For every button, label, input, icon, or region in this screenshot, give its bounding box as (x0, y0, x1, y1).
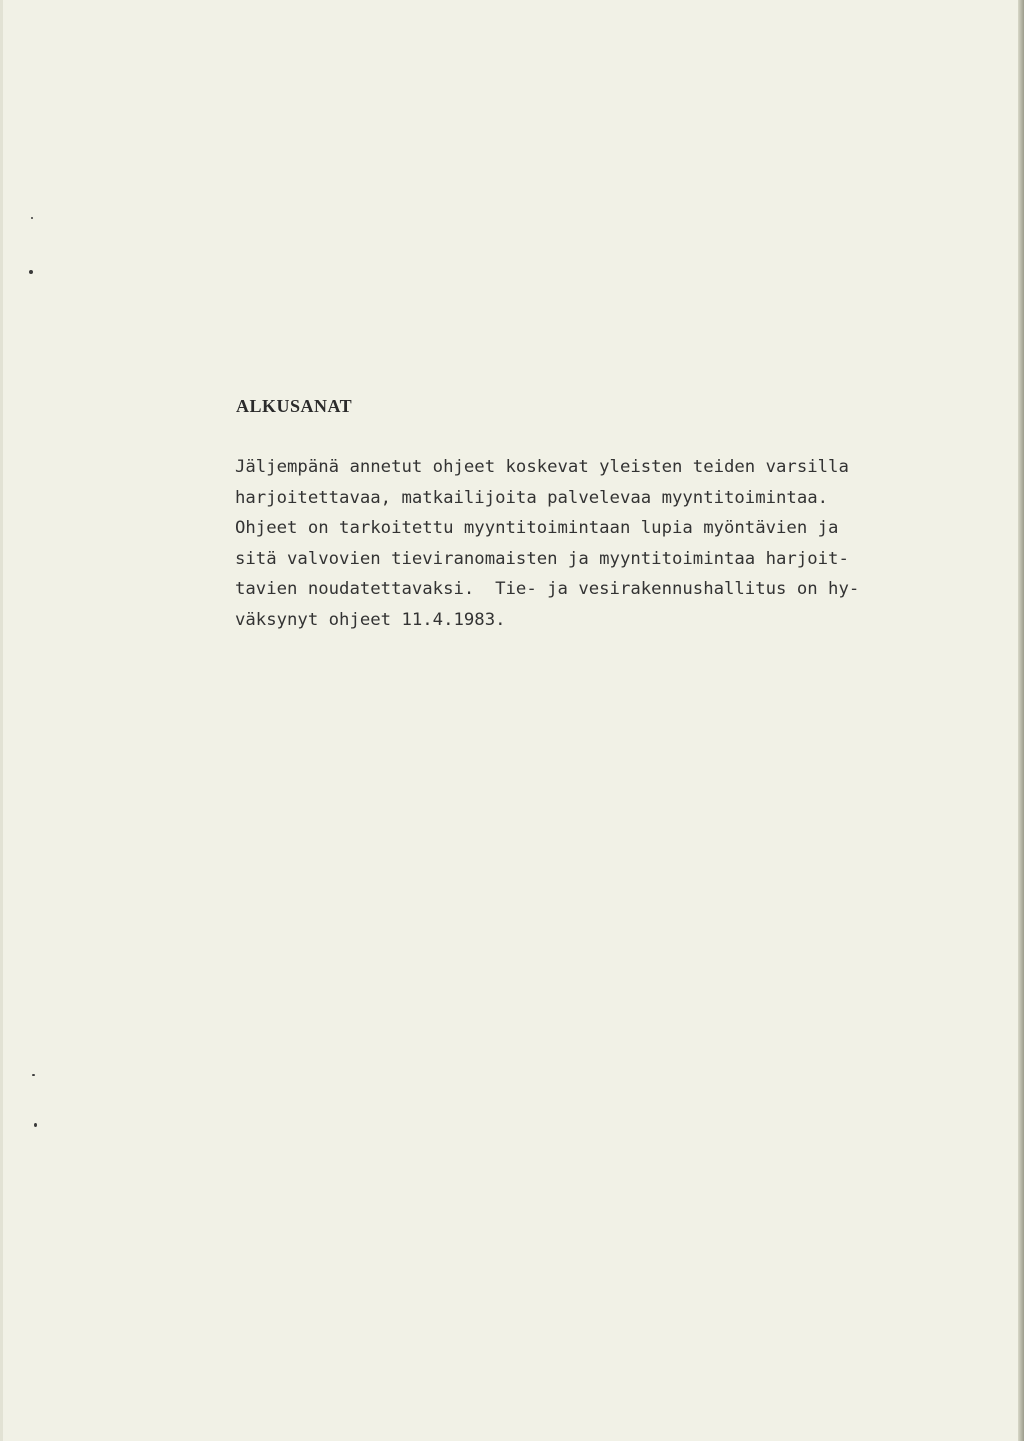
scan-speck (32, 1074, 35, 1076)
preface-paragraph (235, 452, 859, 636)
scan-speck (31, 217, 33, 219)
paragraph-line: Jäljempänä annetut ohjeet koskevat yleisten teiden varsilla (235, 457, 849, 477)
scan-speck (29, 270, 33, 274)
paragraph-line: sitä valvovien tieviranomaisten ja myyntitoimintaa harjoit- (235, 548, 849, 569)
paragraph-line: väksynyt ohjeet 11.4.1983. (235, 609, 506, 630)
document-heading: ALKUSANAT (236, 396, 353, 416)
page-edge-right (1018, 0, 1024, 1441)
scan-speck (34, 1123, 37, 1127)
page-edge-left (0, 0, 3, 1441)
paragraph-line: harjoitettavaa, matkailijoita palvelevaa myyntitoimintaa. (235, 487, 829, 508)
paragraph-line: Ohjeet on tarkoitettu myyntitoimintaan lupia myöntävien ja (235, 518, 839, 539)
paragraph-line: tavien noudatettavaksi. Tie- ja vesirakennushallitus on hy- (235, 579, 860, 600)
